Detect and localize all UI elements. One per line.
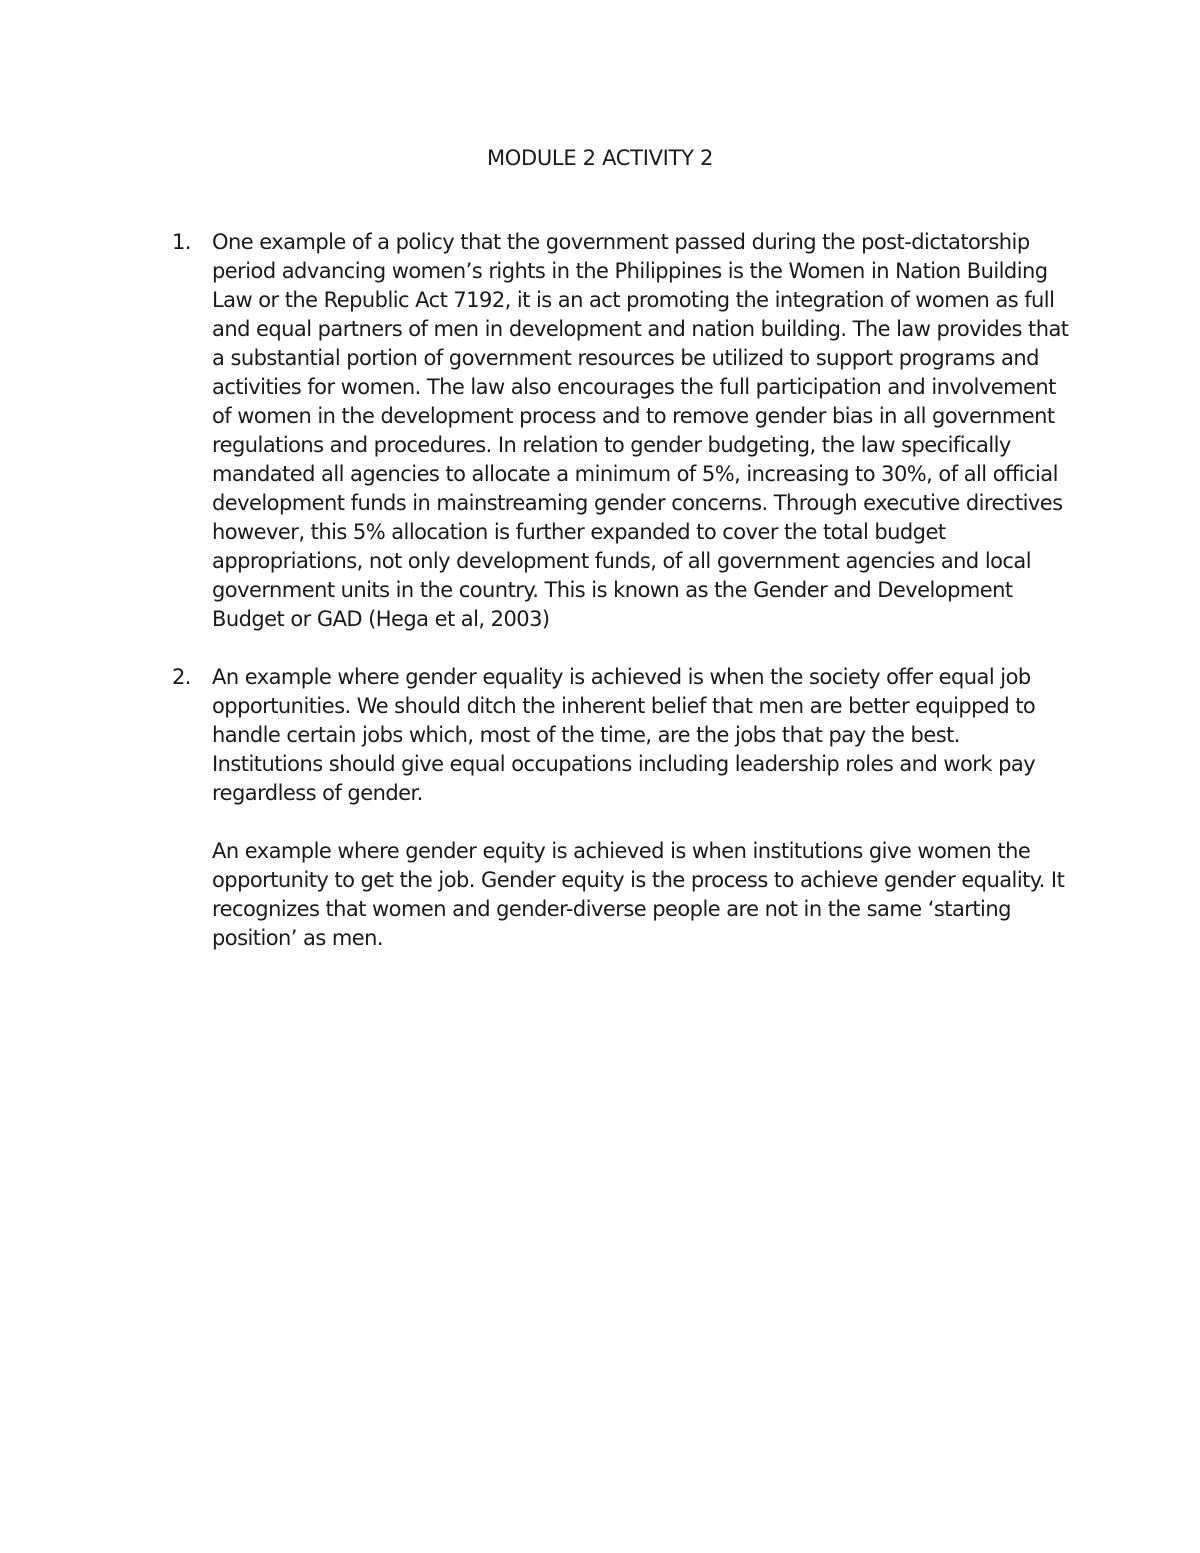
list-number: 2. <box>172 665 191 689</box>
answer-paragraph: An example where gender equality is achieved is when the society offer equal job opportunities. We should ditch the inherent belief that men are better equipped to handle certain jobs which, most of the time, are the jobs that pay the best. Institutions should give equal occupations including leadership roles and work pay regardless of gender. <box>212 665 1036 805</box>
answer-paragraph: An example where gender equity is achieved is when institutions give women the opportunity to get the job. Gender equity is the process to achieve gender equality. It recognizes that women and gender-diverse people are not in the same ‘starting position’ as men. <box>212 839 1065 950</box>
document-title: MODULE 2 ACTIVITY 2 <box>486 146 714 170</box>
list-number: 1. <box>172 230 191 254</box>
list-item <box>172 228 1072 634</box>
answer-list <box>172 228 1072 982</box>
answer-paragraph: One example of a policy that the government passed during the post-dictatorship period advancing women’s rights in the Philippines is the Women in Nation Building Law or the Republic Act 7192, it is an act promoting the integration of women as full and equal partners of men in development and nation building. The law provides that a substantial portion of government resources be utilized to support programs and activities for women. The law also encourages the full participation and involvement of women in the development process and to remove gender bias in all government regulations and procedures. In relation to gender budgeting, the law specifically mandated all agencies to allocate a minimum of 5%, increasing to 30%, of all official development funds in mainstreaming gender concerns. Through executive directives however, this 5% allocation is further expanded to cover the total budget appropriations, not only development funds, of all government agencies and local government units in the country. This is known as the Gender and Development Budget or GAD (Hega et al, 2003) <box>212 230 1069 631</box>
list-item <box>172 663 1072 953</box>
